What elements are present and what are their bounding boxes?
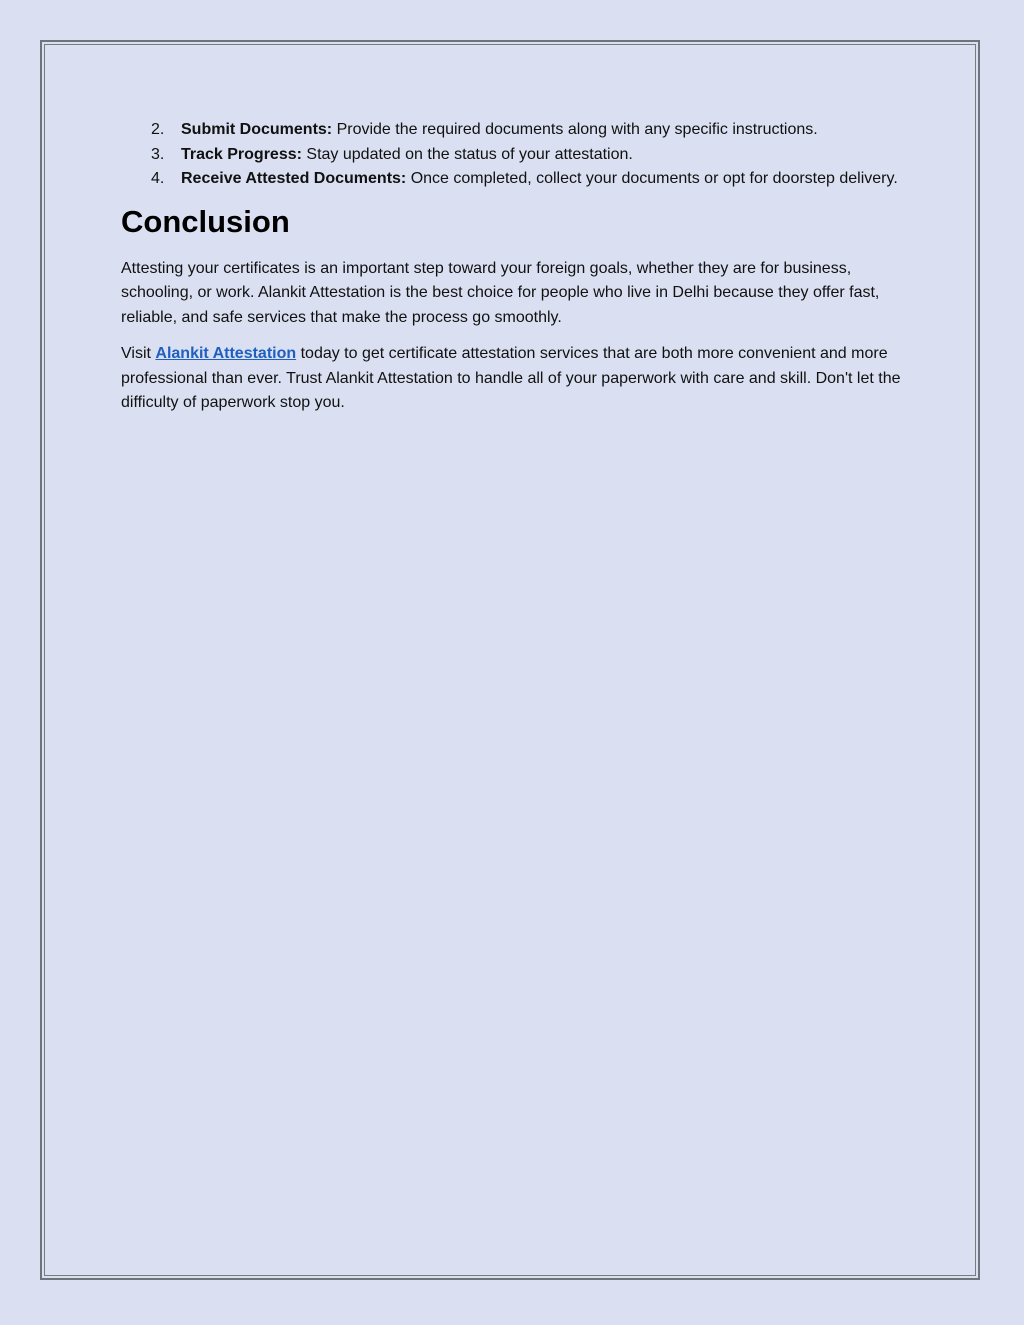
step-title: Submit Documents: <box>181 121 333 138</box>
visit-paragraph <box>121 342 911 416</box>
list-number: 2. <box>151 121 165 138</box>
conclusion-heading: Conclusion <box>121 203 290 239</box>
step-text: Stay updated on the status of your attestation. <box>306 145 633 163</box>
step-title: Receive Attested Documents: <box>181 170 407 187</box>
step-text: Provide the required documents along with any specific instructions. <box>336 121 818 138</box>
steps-list <box>121 118 911 192</box>
list-item <box>121 118 911 143</box>
list-item <box>121 143 911 168</box>
alankit-attestation-link[interactable]: Alankit Attestation <box>155 345 297 362</box>
list-number: 4. <box>151 170 165 187</box>
list-number: 3. <box>151 145 165 163</box>
list-item <box>121 167 911 192</box>
document-content <box>121 118 911 428</box>
conclusion-paragraph: Attesting your certificates is an important step toward your foreign goals, whether they are for business, schooling, or work. Alankit Attestation is the best choice for people who live in Delhi because they offer fast, reliable, and safe services that make the process go smoothly. <box>121 259 880 326</box>
visit-suffix: today to get certificate attestation services that are both more convenient and more professional than ever. Trust Alankit Attestation to handle all of your paperwork with care and skill. Don't let the difficulty of paperwork stop you. <box>121 345 901 411</box>
step-text: Once completed, collect your documents or opt for doorstep delivery. <box>410 170 898 187</box>
step-title: Track Progress: <box>181 145 302 163</box>
visit-prefix: Visit <box>121 345 151 362</box>
